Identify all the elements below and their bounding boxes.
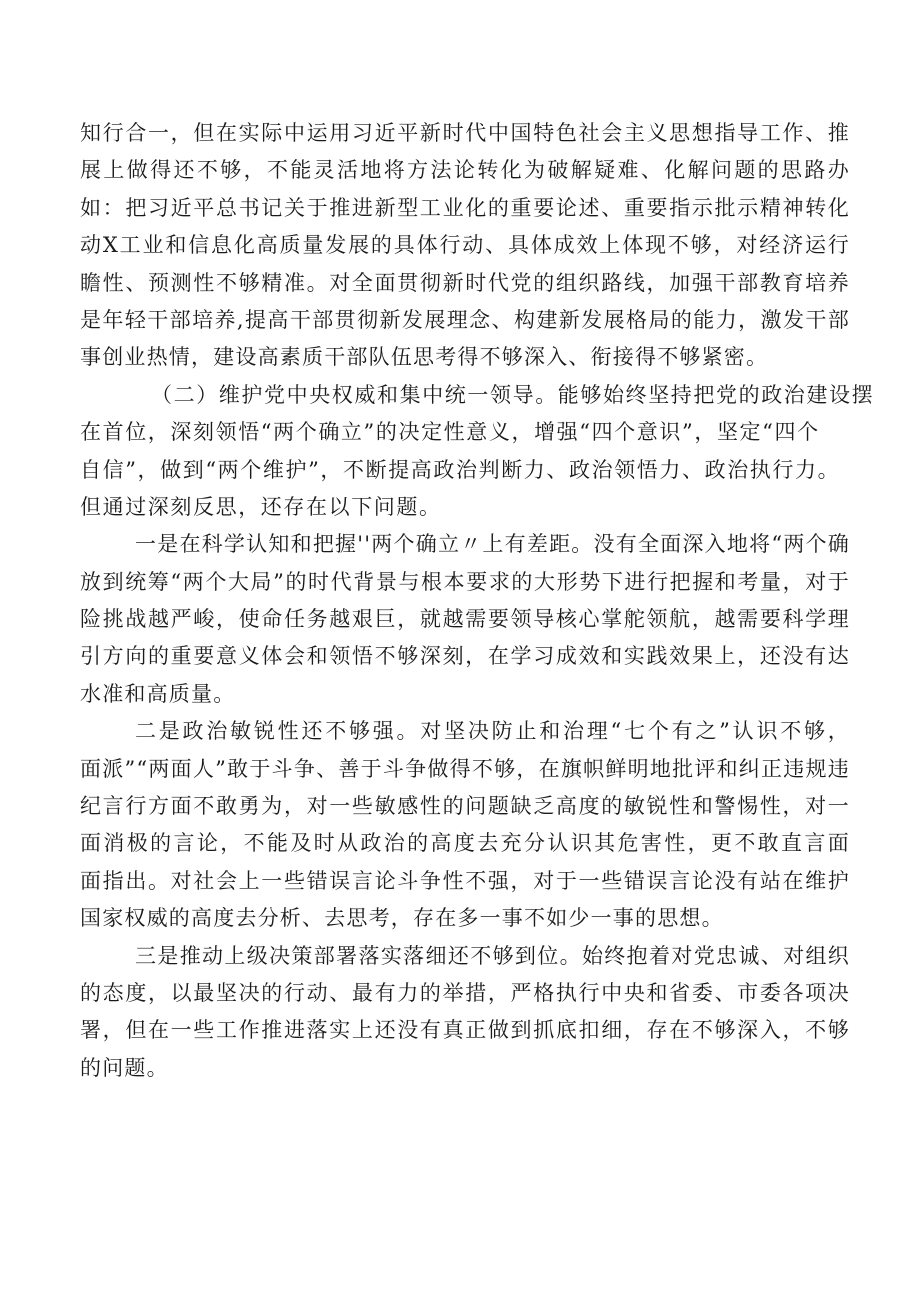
text-line: 面指出。对社会上一些错误言论斗争性不强，对于一些错误言论没有站在维护 [80,868,850,893]
text-line: 如：把习近平总书记关于推进新型工业化的重要论述、重要指示批示精神转化 [80,195,850,220]
text-line: 的态度，以最坚决的行动、最有力的举措，严格执行中央和省委、市委各项决 [80,980,850,1005]
text-line: 面派”“两面人”敢于斗争、善于斗争做得不够，在旗帜鲜明地批评和纠正违规违 [80,756,850,781]
text-line: 二是政治敏锐性还不够强。对坚决防止和治理“七个有之”认识不够， [135,719,850,744]
text-line: 的问题。 [80,1055,169,1080]
text-line: 引方向的重要意义体会和领悟不够深刻，在学习成效和实践效果上，还没有达 [80,644,850,669]
text-line: 一是在科学认知和把握''两个确立〃上有差距。没有全面深入地将“两个确 [135,532,850,557]
section-heading-paragraph [80,377,875,527]
text-line: 水准和高质量。 [80,681,236,706]
document-body [80,115,875,1087]
text-line: 在首位，深刻领悟“两个确立”的决定性意义，增强“四个意识”，坚定“四个 [80,420,820,445]
text-line: 动X工业和信息化高质量发展的具体行动、具体成效上体现不够，对经济运行 [80,233,850,258]
text-line: 纪言行方面不敢勇为，对一些敏感性的问题缺乏高度的敏锐性和警惕性，对一 [80,794,850,819]
text-line: 放到统筹“两个大局”的时代背景与根本要求的大形势下进行把握和考量，对于 [80,569,850,594]
text-line: 国家权威的高度去分析、去思考，存在多一事不如少一事的思想。 [80,906,724,931]
text-line: 但通过深刻反思，还存在以下问题。 [80,494,442,519]
paragraph-point-two [80,713,850,937]
paragraph-point-three [80,938,850,1088]
text-line: 事创业热情，建设高素质干部队伍思考得不够深入、衔接得不够紧密。 [80,345,769,370]
text-line: 展上做得还不够，不能灵活地将方法论转化为破解疑难、化解问题的思路办 [80,158,850,183]
text-line: 署，但在一些工作推进落实上还没有真正做到抓底扣细，存在不够深入，不够 [80,1018,850,1043]
text-line: 面消极的言论，不能及时从政治的高度去充分认识其危害性，更不敢直言面 [80,831,850,856]
text-line: 知行合一，但在实际中运用习近平新时代中国特色社会主义思想指导工作、推 [80,121,850,145]
section-heading-line: （二）维护党中央权威和集中统一领导。能够始终坚持把党的政治建设摆 [151,382,875,407]
text-line: 险挑战越严峻，使命任务越艰巨，就越需要领导核心掌舵领航，越需要科学理 [80,607,850,632]
paragraph-continuation [80,115,850,377]
text-line: 自信”，做到“两个维护”，不断提高政治判断力、政治领悟力、政治执行力。 [80,457,841,482]
text-line: 三是推动上级决策部署落实落细还不够到位。始终抱着对党忠诚、对组织 [135,943,850,968]
text-line: 是年轻干部培养,提高干部贯彻新发展理念、构建新发展格局的能力，激发干部 [80,307,850,332]
paragraph-point-one [80,526,850,713]
text-line: 瞻性、预测性不够精准。对全面贯彻新时代党的组织路线，加强干部教育培养 [80,270,850,295]
